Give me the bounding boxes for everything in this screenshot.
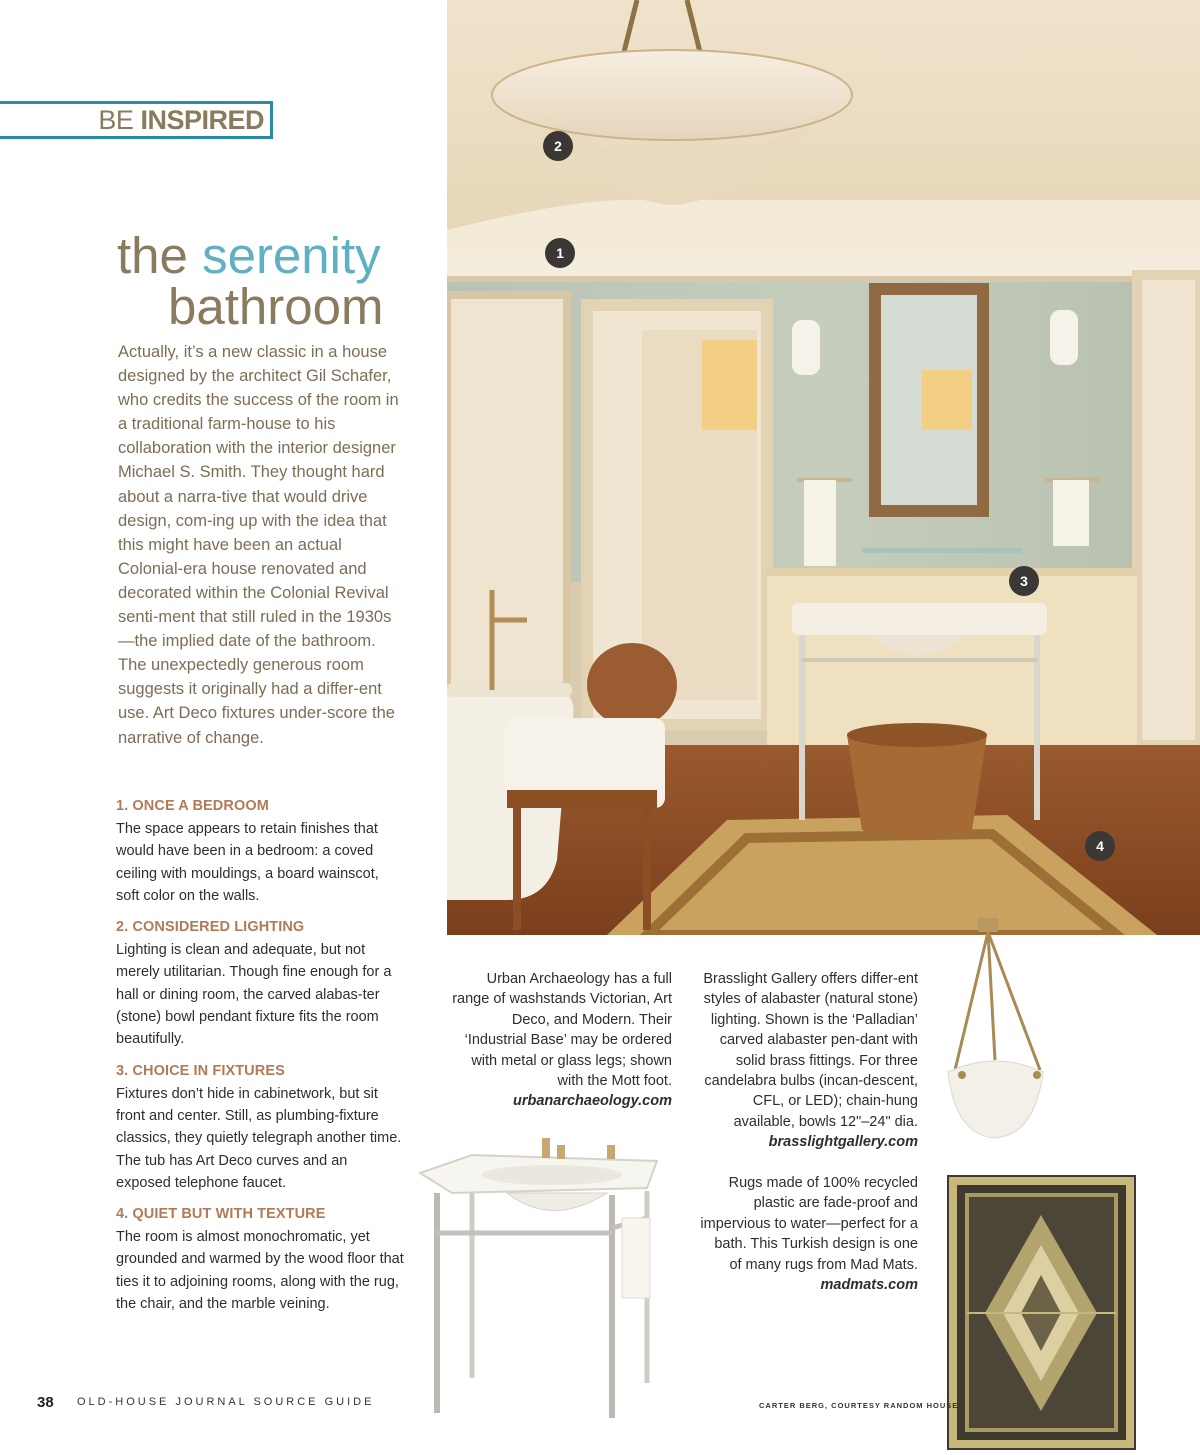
section-tag-light: BE xyxy=(98,105,134,135)
intro-paragraph: Actually, it’s a new classic in a house designed by the architect Gil Schafer, who credits the success of the room in a traditional farm-house to his collaboration with the interior designer Michael S. Smith. They thought hard about a narra-tive that would drive design, com-ing up with the idea that this might have been an actual Colonial-era house renovated and decorated within the Colonial Revival senti-ment that still ruled in the 1930s—the implied date of the bathroom. The unexpectedly generous room suggests it originally had a differ-ent use. Art Deco fixtures under-score the narrative of change. xyxy=(118,343,399,747)
turkish-rug-product-image xyxy=(947,1175,1136,1450)
marker-4: 4 xyxy=(1085,831,1115,861)
photo-credit: CARTER BERG, COURTESY RANDOM HOUSE xyxy=(759,1401,959,1410)
section-tag-text xyxy=(98,104,264,136)
marker-2: 2 xyxy=(543,131,573,161)
point-item xyxy=(116,796,406,907)
marker-3: 3 xyxy=(1009,566,1039,596)
caption-urban-archaeology xyxy=(448,969,672,1112)
point-heading: 4. QUIET BUT WITH TEXTURE xyxy=(116,1206,326,1223)
headline-word-serenity: serenity xyxy=(202,227,381,284)
point-item xyxy=(116,1204,406,1315)
pendant-product-image xyxy=(940,910,1045,1150)
publication-name: OLD-HOUSE JOURNAL SOURCE GUIDE xyxy=(77,1396,375,1408)
caption-brasslight xyxy=(700,969,918,1153)
caption-url: madmats.com xyxy=(820,1277,918,1294)
caption-text: Brasslight Gallery offers differ-ent styles of alabaster (natural stone) lighting. Shown is the ‘Palladian’ carved alabaster pen-dant with solid brass fittings. For three candelabra bulbs (incan-descent, CFL, or LED); chain-hung available, bowls 12"–24" dia. xyxy=(703,971,918,1130)
headline-line-1 xyxy=(117,228,381,284)
point-body: The space appears to retain finishes that would have been in a bedroom: a coved ceiling with mouldings, a board wainscot, soft color on the walls. xyxy=(116,821,379,904)
marker-1: 1 xyxy=(545,238,575,268)
caption-url: urbanarchaeology.com xyxy=(512,1093,672,1110)
headline-word-the: the xyxy=(117,227,188,284)
point-item xyxy=(116,917,406,1050)
caption-text: Rugs made of 100% recycled plastic are fade-proof and impervious to water—perfect for a bath. This Turkish design is one of many rugs from Mad Mats. xyxy=(700,1175,918,1273)
caption-madmats xyxy=(700,1173,918,1295)
point-heading: 2. CONSIDERED LIGHTING xyxy=(116,919,305,936)
washstand-product-image xyxy=(412,1133,662,1423)
bathroom-photo xyxy=(447,0,1200,935)
caption-url: brasslightgallery.com xyxy=(768,1134,918,1151)
caption-text: Urban Archaeology has a full range of washstands Victorian, Art Deco, and Modern. Their ‘Industrial Base’ may be ordered with metal or glass legs; shown with the Mott foot. xyxy=(452,971,672,1090)
section-tag-bold: INSPIRED xyxy=(140,105,264,135)
page-number: 38 xyxy=(37,1394,54,1411)
point-body: The room is almost monochromatic, yet grounded and warmed by the wood floor that ties it to adjoining rooms, along with the rug, the chair, and the marble veining. xyxy=(116,1229,404,1313)
headline-line-2: bathroom xyxy=(168,278,384,335)
point-item xyxy=(116,1061,406,1194)
point-body: Lighting is clean and adequate, but not merely utilitarian. Though fine enough for a hall or dining room, the carved alabas-ter (stone) bowl pendant fixture fits the room beautifully. xyxy=(116,942,392,1048)
point-heading: 3. CHOICE IN FIXTURES xyxy=(116,1062,285,1079)
numbered-points xyxy=(116,796,406,1325)
section-tag xyxy=(0,101,273,139)
point-body: Fixtures don’t hide in cabinetwork, but sit front and center. Still, as plumbing-fixture classics, they quietly telegraph another time. The tub has Art Deco curves and an exposed telephone faucet. xyxy=(116,1085,402,1191)
point-heading: 1. ONCE A BEDROOM xyxy=(116,798,269,814)
